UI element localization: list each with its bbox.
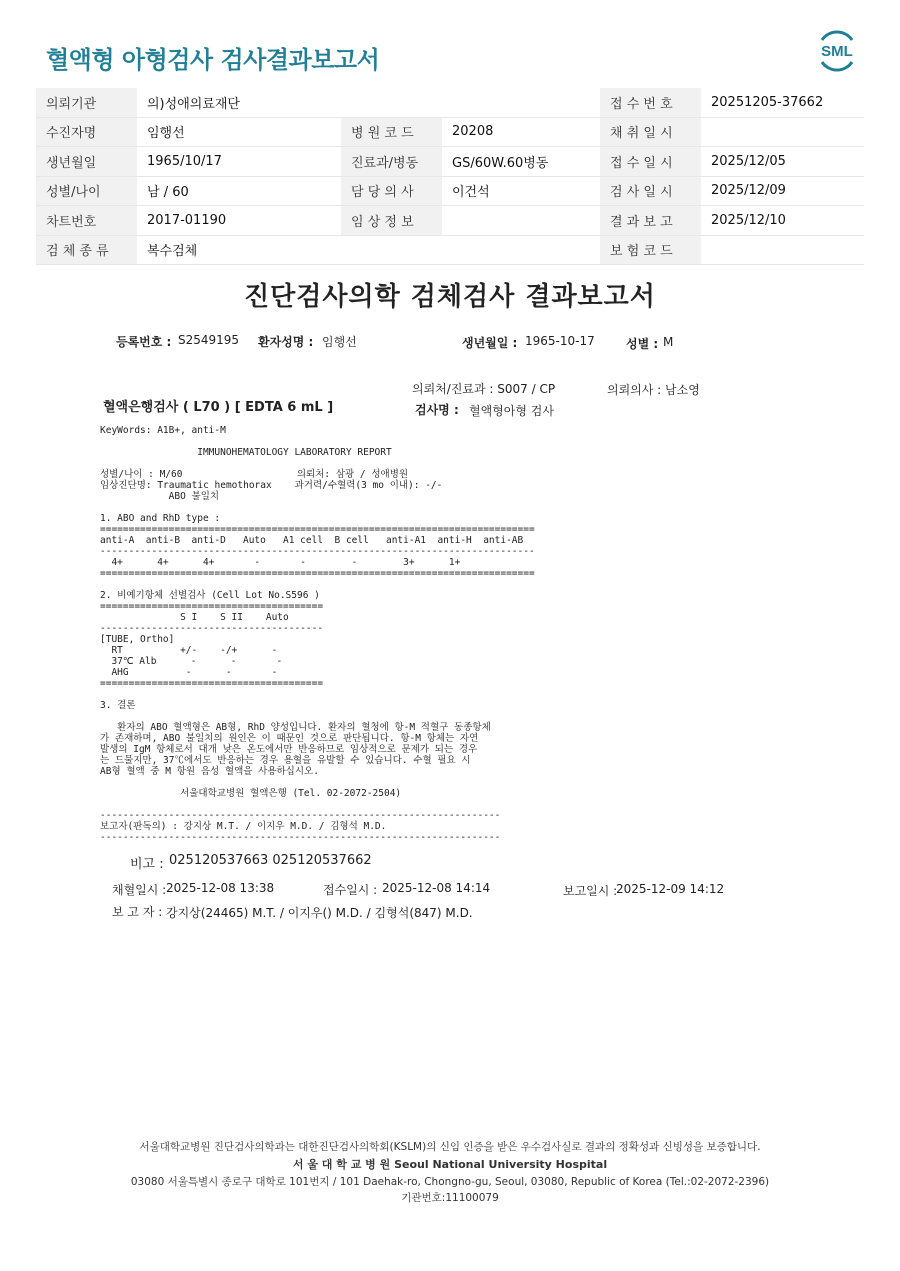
info-label: 의뢰기관: [36, 88, 137, 117]
info-label: 생년월일: [36, 147, 137, 177]
info-value: 의)성애의료재단: [137, 88, 341, 117]
info-label: 차트번호: [36, 206, 137, 236]
info-value: 남 / 60: [137, 176, 341, 206]
received-label: 접수일시 :: [323, 883, 378, 897]
info-value: [442, 235, 600, 265]
reporters: 강지상(24465) M.T. / 이지우() M.D. / 김형석(847) M.D.: [166, 906, 473, 920]
info-value: [442, 88, 600, 117]
info-row: [36, 117, 864, 147]
sex: M: [663, 335, 674, 349]
dob: 1965-10-17: [525, 334, 595, 348]
doctor-line: 의뢰의사 : 남소영: [607, 383, 700, 397]
test-name-label: 검사명 :: [415, 403, 459, 417]
info-value: 2025/12/05: [701, 147, 864, 177]
footer-hospital: 서 울 대 학 교 병 원 Seoul National University Hospital: [292, 1158, 608, 1171]
info-label: 검 체 종 류: [36, 235, 137, 265]
dept-line: 의뢰처/진료과 : S007 / CP: [412, 382, 556, 396]
patient-name: 임행선: [322, 335, 357, 349]
info-value: 2025/12/10: [701, 206, 864, 236]
info-value: 2017-01190: [137, 206, 341, 236]
reporters-label: 보 고 자 :: [112, 905, 163, 919]
info-value: [701, 235, 864, 265]
info-label: 보 험 코 드: [600, 235, 701, 265]
collected-label: 채혈일시 :: [112, 883, 167, 897]
info-value: 1965/10/17: [137, 147, 341, 177]
dob-label: 생년월일 :: [462, 336, 518, 350]
reg-no-label: 등록번호 :: [116, 335, 172, 349]
test-code: 혈액은행검사 ( L70 ) [ EDTA 6 mL ]: [103, 400, 334, 415]
report-title: 진단검사의학 검체검사 결과보고서: [244, 282, 656, 312]
footer-certification: 서울대학교병원 진단검사의학과는 대한진단검사의학회(KSLM)의 신임 인증을 받은 우수검사실로 결과의 정확성과 신빙성을 보증합니다.: [139, 1141, 761, 1153]
note: 025120537663 025120537662: [169, 853, 372, 868]
info-label: 결 과 보 고: [600, 206, 701, 236]
patient-info-table: [36, 88, 864, 265]
info-label: [341, 88, 442, 117]
report-body: KeyWords: A1B+, anti-M IMMUNOHEMATOLOGY LABORATORY REPORT 성별/나이 : M/60 의뢰처: 삼광 / 성애병원 임상진단명: Traumatic hemothorax 과거력/수혈력(3 mo 이내): -/- ABO 불일치 1. ABO and RhD type : ============================================================================ anti-A anti-B anti-D Auto A1 cell B cell anti-A1 anti-H anti-AB ---------------------------------------------------------------------------- 4+ 4+ 4+ - - - 3+ 1+ ============================================================================ 2. 비예기항체 선별검사 (Cell Lot No.S596 ) ======================================= S I S II Auto --------------------------------------- [TUBE, Ortho] RT +/- -/+ - 37℃ Alb - - - AHG - - - ======================================= 3. 결론 환자의 ABO 혈액형은 AB형, RhD 양성입니다. 환자의 혈청에 항-M 적혈구 동종항체 가 존재하며, ABO 불일치의 원인은 이 때문인 것으로 판단됩니다. 항-M 항체는 자연 발생의 IgM 항체로서 대개 낮은 온도에서만 반응하므로 임상적으로 문제가 되는 경우 는 드물지만, 37℃에서도 반응하는 경우 용혈을 유발할 수 있습니다. 수혈 필요 시 AB형 혈액 중 M 항원 음성 혈액을 사용하십시오. 서울대학교병원 혈액은행 (Tel. 02-2072-2504) ---------------------------------------------------------------------- 보고자(판독의) : 강지상 M.T. / 이지우 M.D. / 김형석 M.D. ----------------------------------------------------------------------: [100, 425, 535, 843]
sex-label: 성별 :: [626, 337, 659, 351]
info-row: [36, 206, 864, 236]
info-label: 검 사 일 시: [600, 176, 701, 206]
reported-label: 보고일시 :: [563, 884, 618, 898]
info-label: 수진자명: [36, 117, 137, 147]
info-label: 병 원 코 드: [341, 117, 442, 147]
page-title: 혈액형 아형검사 검사결과보고서: [46, 46, 380, 74]
info-row: [36, 235, 864, 265]
footer-address: 03080 서울특별시 종로구 대학로 101번지 / 101 Daehak-ro, Chongno-gu, Seoul, 03080, Republic of Korea (Tel.:02-2072-2396): [130, 1176, 770, 1188]
reg-no: S2549195: [178, 333, 240, 347]
logo-text: SML: [821, 43, 853, 60]
info-label: 진료과/병동: [341, 147, 442, 177]
info-value: 임행선: [137, 117, 341, 147]
collected: 2025-12-08 13:38: [166, 881, 275, 895]
info-value: [701, 117, 864, 147]
patient-name-label: 환자성명 :: [258, 335, 314, 349]
info-label: [341, 235, 442, 265]
info-label: 접 수 일 시: [600, 147, 701, 177]
info-value: 복수검체: [137, 235, 341, 265]
sml-logo: [814, 28, 860, 74]
info-value: 20208: [442, 117, 600, 147]
info-row: [36, 88, 864, 117]
info-value: 이건석: [442, 176, 600, 206]
info-value: 20251205-37662: [701, 88, 864, 117]
info-value: 2025/12/09: [701, 176, 864, 206]
info-row: [36, 147, 864, 177]
info-label: 접 수 번 호: [600, 88, 701, 117]
reported: 2025-12-09 14:12: [616, 882, 725, 896]
footer-institution-no: 기관번호:11100079: [401, 1192, 499, 1204]
info-row: [36, 176, 864, 206]
info-value: GS/60W.60병동: [442, 147, 600, 177]
test-name: 혈액형아형 검사: [469, 404, 554, 418]
info-label: 임 상 정 보: [341, 206, 442, 236]
info-value: [442, 206, 600, 236]
received: 2025-12-08 14:14: [382, 881, 491, 895]
info-label: 성별/나이: [36, 176, 137, 206]
note-label: 비고 :: [130, 857, 164, 872]
info-label: 채 취 일 시: [600, 117, 701, 147]
info-label: 담 당 의 사: [341, 176, 442, 206]
